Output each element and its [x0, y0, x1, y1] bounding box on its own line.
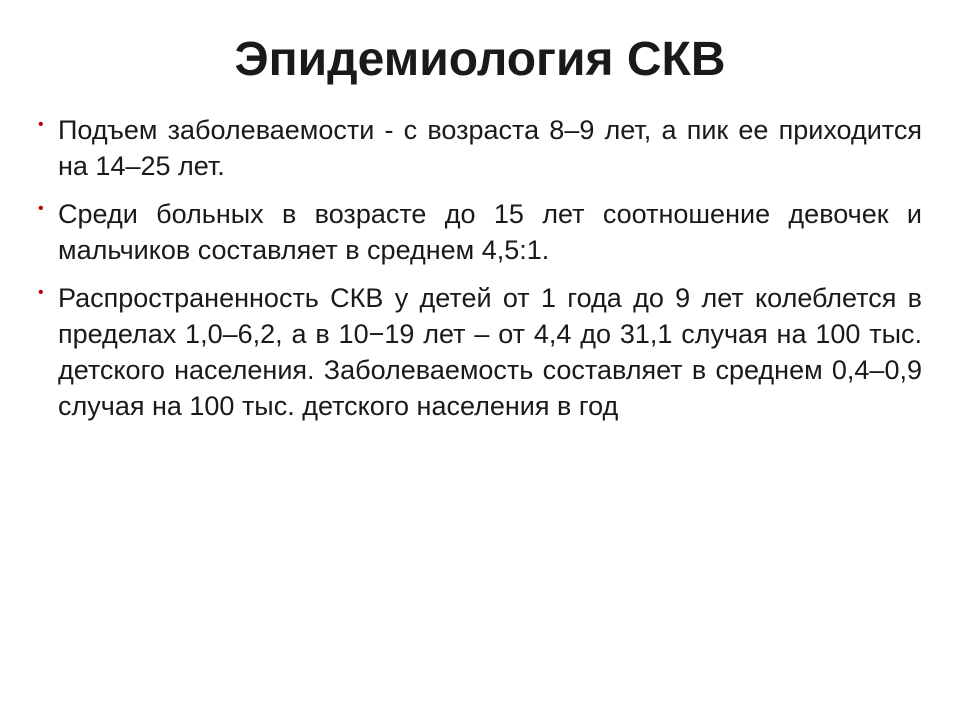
bullet-item [38, 112, 922, 184]
bullet-marker-icon: • [38, 284, 44, 301]
bullet-text: Подъем заболеваемости - с возраста 8–9 лет, а пик ее приходится на 14–25 лет. [58, 115, 922, 181]
bullet-text: Распространенность СКВ у детей от 1 года до 9 лет колеблется в пределах 1,0–6,2, а в 10−19 лет – от 4,4 до 31,1 случая на 100 тыс. детского населения. Заболеваемость составляет в среднем 0,4–0,9 случая на 100 тыс. детского населения в год [58, 283, 922, 421]
bullet-text: Среди больных в возрасте до 15 лет соотношение девочек и мальчиков составляет в среднем 4,5:1. [58, 199, 922, 265]
slide-title: Эпидемиология СКВ [234, 33, 726, 86]
bullet-marker-icon: • [38, 200, 44, 217]
bullet-list [38, 112, 922, 436]
bullet-marker-icon: • [38, 116, 44, 133]
bullet-item [38, 196, 922, 268]
bullet-item [38, 280, 922, 424]
